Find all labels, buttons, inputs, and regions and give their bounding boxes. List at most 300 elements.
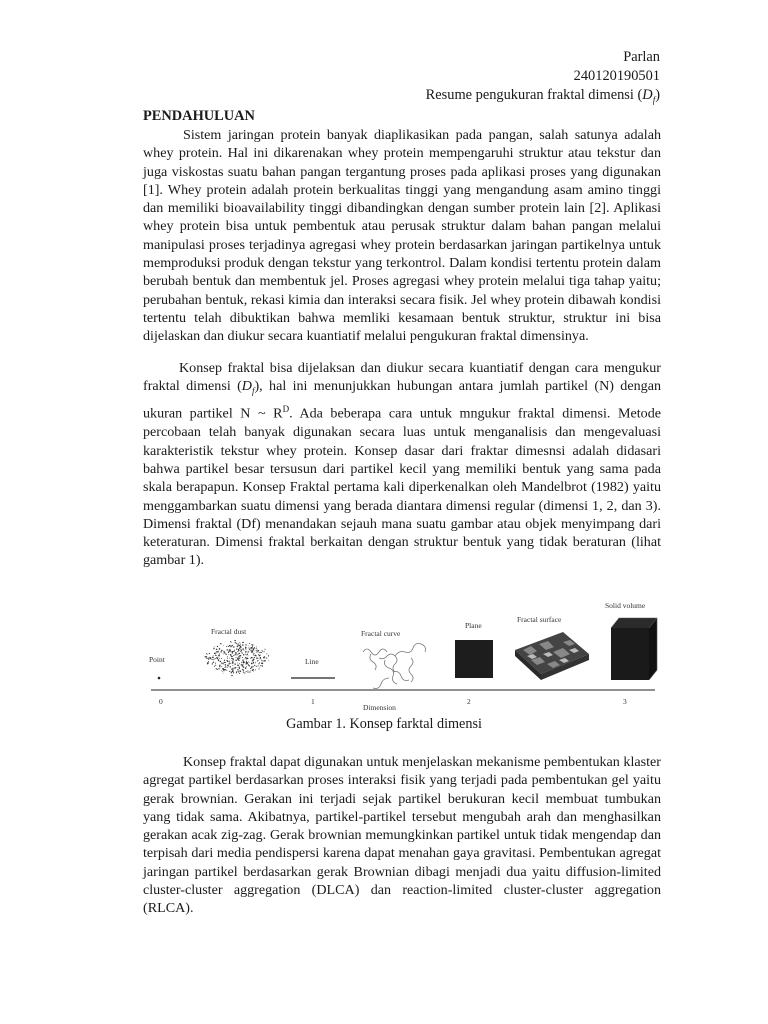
dust-particle — [224, 653, 225, 654]
dust-particle — [239, 653, 240, 654]
dust-particle — [252, 647, 253, 648]
dust-particle — [252, 657, 253, 658]
section-heading: PENDAHULUAN — [143, 108, 255, 124]
dust-particle — [250, 650, 251, 651]
dust-particle — [253, 662, 254, 663]
dust-particle — [219, 658, 220, 659]
dust-particle — [239, 642, 240, 643]
dust-particle — [225, 662, 226, 663]
dust-particle — [233, 668, 234, 669]
label-point: Point — [149, 655, 165, 664]
dust-particle — [243, 642, 244, 643]
dust-particle — [223, 645, 224, 646]
dust-particle — [212, 663, 213, 664]
dust-particle — [248, 664, 249, 665]
dust-particle — [251, 652, 252, 653]
dust-particle — [208, 658, 209, 659]
dust-particle — [239, 663, 240, 664]
dust-particle — [210, 658, 211, 659]
dust-particle — [246, 647, 247, 648]
dust-particle — [258, 653, 259, 654]
dust-particle — [237, 665, 238, 666]
paragraph-fractal-part-b: ), hal ini menunjukkan hubungan antara jumlah partikel (N) dengan ukuran partikel N ~ R — [143, 378, 661, 423]
dust-particle — [240, 646, 241, 647]
dust-particle — [231, 675, 232, 676]
dust-particle — [215, 665, 216, 666]
dust-particle — [256, 657, 257, 658]
dust-particle — [239, 648, 240, 649]
dust-particle — [263, 652, 264, 653]
dust-particle — [238, 658, 239, 659]
title-symbol: D — [642, 87, 653, 103]
dust-particle — [237, 669, 238, 670]
dust-particle — [232, 651, 233, 652]
dust-particle — [227, 667, 228, 668]
dust-particle — [227, 661, 228, 662]
dust-particle — [253, 671, 254, 672]
dust-particle — [225, 666, 226, 667]
dust-particle — [219, 655, 220, 656]
label-line: Line — [305, 657, 319, 666]
dust-particle — [262, 666, 263, 667]
dust-particle — [253, 649, 254, 650]
dust-particle — [253, 666, 254, 667]
dust-particle — [234, 640, 235, 641]
dust-particle — [254, 647, 255, 648]
solid-volume-cube — [611, 618, 657, 680]
dust-particle — [236, 660, 237, 661]
dust-particle — [228, 646, 229, 647]
dust-particle — [266, 658, 267, 659]
dust-particle — [237, 658, 238, 659]
dust-particle — [251, 644, 252, 645]
tick-2: 2 — [467, 697, 471, 706]
dust-particle — [246, 664, 247, 665]
tick-0: 0 — [159, 697, 163, 706]
dust-particle — [243, 670, 244, 671]
dust-particle — [216, 649, 217, 650]
dust-particle — [236, 649, 237, 650]
dust-particle — [243, 672, 244, 673]
dust-particle — [259, 652, 260, 653]
dust-particle — [214, 659, 215, 660]
dust-particle — [248, 651, 249, 652]
dust-particle — [225, 669, 226, 670]
dust-particle — [228, 663, 229, 664]
dust-particle — [218, 652, 219, 653]
dust-particle — [221, 670, 222, 671]
dust-particle — [232, 670, 233, 671]
dust-particle — [254, 657, 255, 658]
dust-particle — [264, 651, 265, 652]
figure-caption: Gambar 1. Konsep farktal dimensi — [286, 716, 482, 732]
dust-particle — [225, 654, 226, 655]
dust-particle — [212, 657, 213, 658]
dust-particle — [238, 653, 239, 654]
dust-particle — [240, 644, 241, 645]
dust-particle — [259, 667, 260, 668]
dust-particle — [239, 667, 240, 668]
dust-particle — [231, 672, 232, 673]
dust-particle — [215, 658, 216, 659]
dust-particle — [251, 648, 252, 649]
dust-particle — [252, 666, 253, 667]
dust-particle — [228, 652, 229, 653]
dust-particle — [209, 653, 210, 654]
dust-particle — [215, 646, 216, 647]
dust-particle — [255, 655, 256, 656]
dust-particle — [233, 655, 234, 656]
dust-particle — [250, 668, 251, 669]
dust-particle — [261, 650, 262, 651]
dust-particle — [227, 660, 228, 661]
dust-particle — [241, 662, 242, 663]
dust-particle — [236, 671, 237, 672]
tick-1: 1 — [311, 697, 315, 706]
dust-particle — [266, 653, 267, 654]
student-id: 240120190501 — [573, 68, 660, 84]
dust-particle — [248, 661, 249, 662]
dust-particle — [230, 641, 231, 642]
dust-particle — [238, 645, 239, 646]
dust-particle — [244, 650, 245, 651]
dust-particle — [255, 670, 256, 671]
title-prefix: Resume pengukuran fraktal dimensi ( — [425, 87, 643, 103]
dust-particle — [238, 672, 239, 673]
dust-particle — [231, 660, 232, 661]
dust-particle — [246, 649, 247, 650]
dust-particle — [254, 665, 255, 666]
dust-particle — [208, 661, 209, 662]
dust-particle — [243, 659, 244, 660]
dust-particle — [258, 660, 259, 661]
dust-particle — [233, 650, 234, 651]
dust-particle — [243, 666, 244, 667]
dust-particle — [237, 662, 238, 663]
label-fractal-dust: Fractal dust — [211, 627, 247, 636]
dust-particle — [235, 652, 236, 653]
dust-particle — [229, 645, 230, 646]
dust-particle — [250, 648, 251, 649]
dust-particle — [238, 654, 239, 655]
dust-particle — [249, 648, 250, 649]
dust-particle — [242, 664, 243, 665]
point-dot — [158, 677, 161, 680]
dust-particle — [253, 662, 254, 663]
dust-particle — [219, 648, 220, 649]
dust-particle — [237, 645, 238, 646]
dust-particle — [218, 651, 219, 652]
fractal-curve-shape — [363, 644, 426, 689]
dust-particle — [219, 665, 220, 666]
dust-particle — [215, 652, 216, 653]
dust-particle — [217, 646, 218, 647]
dust-particle — [232, 661, 233, 662]
document-header — [426, 48, 660, 110]
dust-particle — [205, 656, 206, 657]
dust-particle — [230, 649, 231, 650]
dust-particle — [236, 654, 237, 655]
dust-particle — [248, 656, 249, 657]
dust-particle — [234, 668, 235, 669]
dust-particle — [257, 665, 258, 666]
axis-title: Dimension — [363, 703, 396, 712]
dust-particle — [254, 653, 255, 654]
dust-particle — [213, 662, 214, 663]
dust-particle — [221, 662, 222, 663]
dust-particle — [247, 670, 248, 671]
dust-particle — [261, 660, 262, 661]
df-subscript: f — [251, 386, 255, 397]
dust-particle — [258, 663, 259, 664]
dust-particle — [230, 655, 231, 656]
dust-particle — [220, 651, 221, 652]
dust-particle — [228, 654, 229, 655]
dust-particle — [236, 672, 237, 673]
dust-particle — [223, 669, 224, 670]
dust-particle — [225, 664, 226, 665]
dust-particle — [239, 668, 240, 669]
dust-particle — [264, 657, 265, 658]
dust-particle — [232, 671, 233, 672]
document-title — [426, 86, 660, 110]
dust-particle — [215, 663, 216, 664]
dust-particle — [230, 666, 231, 667]
dust-particle — [260, 658, 261, 659]
dust-particle — [216, 669, 217, 670]
dust-particle — [263, 660, 264, 661]
dust-particle — [249, 671, 250, 672]
dust-particle — [256, 648, 257, 649]
dust-particle — [217, 657, 218, 658]
dust-particle — [237, 651, 238, 652]
dust-particle — [220, 643, 221, 644]
dust-particle — [242, 644, 243, 645]
dust-particle — [255, 662, 256, 663]
dust-particle — [232, 668, 233, 669]
dust-particle — [264, 656, 265, 657]
fractal-surface-shape — [515, 632, 589, 680]
paragraph-intro-text: Sistem jaringan protein banyak diaplikasikan pada pangan, salah satunya adalah whey protein. Hal ini dikarenakan whey protein mempengaruhi struktur atau tekstur dan juga viskostas suatu bahan pangan tergantung proses pada aplikasi proses yang digunakan [1]. Whey protein adalah protein berkualitas tinggi yang mengandung asam amino tinggi dan memiliki bioavailability tinggi dibandingkan dengan sumber protein lain [2]. Aplikasi whey protein bisa untuk pembentuk atau perusak struktur dalam bahan pangan melalui manipulasi proses terjadinya agregasi whey protein berdasarkan jaringan partikelnya untuk memproduksi produk dengan tekstur yang terkontrol. Dalam kondisi tertentu protein dalam berubah bentuk dan membentuk jel. Proses agregasi whey protein melalui tiga tahap yaitu; perubahan bentuk, rekasi kimia dan interaksi secara fisik. Jel whey protein dibawah kondisi tertentu telah dibuktikan bahwa memliki kesamaan bentuk struktur, struktur ini bisa dijelaskan dan diukur secara kuantiatif melalui pengukuran fraktal dimensinya. — [143, 127, 661, 345]
dust-particle — [207, 662, 208, 663]
dust-particle — [248, 645, 249, 646]
dust-particle — [238, 665, 239, 666]
paragraph-intro — [143, 126, 661, 346]
dust-particle — [227, 658, 228, 659]
dust-particle — [247, 662, 248, 663]
dust-particle — [206, 653, 207, 654]
dust-particle — [207, 663, 208, 664]
dust-particle — [256, 652, 257, 653]
dust-particle — [246, 658, 247, 659]
paragraph-brownian — [143, 753, 661, 918]
dust-particle — [246, 671, 247, 672]
dust-particle — [264, 660, 265, 661]
dust-particle — [217, 669, 218, 670]
dust-particle — [260, 665, 261, 666]
dust-particle — [227, 656, 228, 657]
dust-particle — [211, 659, 212, 660]
dust-particle — [237, 654, 238, 655]
dust-particle — [216, 651, 217, 652]
dust-particle — [206, 656, 207, 657]
dust-particle — [236, 657, 237, 658]
dust-particle — [235, 642, 236, 643]
dust-particle — [246, 666, 247, 667]
dust-particle — [247, 653, 248, 654]
dust-particle — [239, 673, 240, 674]
dust-particle — [226, 670, 227, 671]
df-symbol: D — [241, 378, 252, 395]
dust-particle — [237, 643, 238, 644]
dust-particle — [243, 669, 244, 670]
dust-particle — [226, 646, 227, 647]
dust-particle — [256, 666, 257, 667]
dust-particle — [242, 664, 243, 665]
dust-particle — [244, 672, 245, 673]
dust-particle — [250, 651, 251, 652]
dust-particle — [245, 644, 246, 645]
dust-particle — [257, 651, 258, 652]
dust-particle — [257, 649, 258, 650]
dust-particle — [230, 663, 231, 664]
dust-particle — [224, 660, 225, 661]
dust-particle — [246, 663, 247, 664]
dust-particle — [219, 653, 220, 654]
dust-particle — [239, 645, 240, 646]
dust-particle — [249, 662, 250, 663]
dust-particle — [261, 660, 262, 661]
dust-particle — [218, 659, 219, 660]
dust-particle — [220, 661, 221, 662]
label-plane: Plane — [465, 621, 482, 630]
dust-particle — [268, 660, 269, 661]
dust-particle — [257, 660, 258, 661]
dust-particle — [238, 656, 239, 657]
dust-particle — [227, 665, 228, 666]
dust-particle — [245, 657, 246, 658]
dust-particle — [234, 667, 235, 668]
label-solid-volume: Solid volume — [605, 601, 646, 610]
dust-particle — [238, 649, 239, 650]
dust-particle — [229, 658, 230, 659]
dust-particle — [240, 649, 241, 650]
dust-particle — [232, 662, 233, 663]
label-fractal-curve: Fractal curve — [361, 629, 401, 638]
fractal-dust-cloud — [205, 640, 270, 676]
label-fractal-surface: Fractal surface — [517, 615, 562, 624]
dust-particle — [238, 659, 239, 660]
dust-particle — [221, 658, 222, 659]
dust-particle — [229, 662, 230, 663]
dust-particle — [249, 643, 250, 644]
dust-particle — [221, 666, 222, 667]
dust-particle — [245, 652, 246, 653]
plane-square — [455, 640, 493, 678]
dust-particle — [220, 666, 221, 667]
dust-particle — [238, 667, 239, 668]
dust-particle — [240, 651, 241, 652]
dust-particle — [243, 662, 244, 663]
dust-particle — [231, 658, 232, 659]
d-superscript: D — [282, 404, 290, 415]
dust-particle — [251, 657, 252, 658]
dust-particle — [263, 657, 264, 658]
dust-particle — [254, 655, 255, 656]
dust-particle — [222, 668, 223, 669]
dust-particle — [246, 661, 247, 662]
dust-particle — [258, 654, 259, 655]
dust-particle — [238, 671, 239, 672]
dust-particle — [213, 659, 214, 660]
dust-particle — [262, 663, 263, 664]
dust-particle — [243, 654, 245, 656]
dust-particle — [233, 673, 234, 674]
dust-particle — [233, 659, 234, 660]
dust-particle — [234, 661, 235, 662]
dust-particle — [218, 668, 219, 669]
title-subscript: f — [652, 94, 656, 105]
dust-particle — [229, 661, 230, 662]
dust-particle — [213, 648, 214, 649]
dust-particle — [242, 657, 243, 658]
dust-particle — [215, 655, 216, 656]
dust-particle — [256, 650, 257, 651]
dust-particle — [241, 652, 242, 653]
dust-particle — [245, 651, 246, 652]
dust-particle — [239, 655, 240, 656]
paragraph-fractal-concept — [143, 359, 661, 570]
dust-particle — [214, 653, 215, 654]
dust-particle — [252, 670, 253, 671]
dust-particle — [215, 662, 216, 663]
title-suffix: ) — [655, 87, 660, 103]
fractal-dimension-figure — [143, 598, 663, 718]
dust-particle — [239, 670, 240, 671]
dust-particle — [239, 643, 240, 644]
dust-particle — [236, 643, 237, 644]
dust-particle — [208, 662, 209, 663]
dust-particle — [224, 662, 225, 663]
dust-particle — [252, 650, 253, 651]
dust-particle — [251, 667, 252, 668]
dust-particle — [217, 658, 218, 659]
dust-particle — [231, 645, 232, 646]
author-name: Parlan — [623, 49, 660, 65]
dust-particle — [258, 668, 259, 669]
dust-particle — [247, 672, 248, 673]
dust-particle — [259, 662, 260, 663]
fractal-dimension-diagram — [143, 598, 663, 718]
dust-particle — [268, 655, 269, 656]
dust-particle — [234, 650, 235, 651]
dust-particle — [245, 658, 246, 659]
paragraph-fractal-part-c: . Ada beberapa cara untuk mngukur fraktal dimensi. Metode percobaan telah banyak digunakan secara luas untuk menganalisis dan mengevaluasi karakteristik tekstur whey protein. Konsep dasar dari fraktar dimesnsi adalah didasari bahwa partikel besar tersusun dari partikel kecil yang memiliki bentuk yang sama pada skala berapapun. Konsep Fraktal pertama kali diperkenalkan oleh Mandelbrot (1982) yaitu menggambarkan suatu dimensi yang berada diantara dimensi regular (dimensi 1, 2, dan 3). Dimensi fraktal (Df) menandakan sejauh mana suatu gambar atau objek menyimpang dari keteraturan. Dimensi fraktal berkaitan dengan struktur bentuk yang tidak beraturan (lihat gambar 1). — [143, 406, 662, 569]
dust-particle — [250, 670, 251, 671]
dust-particle — [230, 646, 231, 647]
dust-particle — [242, 648, 243, 649]
dust-particle — [250, 647, 251, 648]
dust-particle — [234, 663, 235, 664]
dust-particle — [227, 649, 228, 650]
dust-particle — [240, 657, 241, 658]
dust-particle — [245, 667, 246, 668]
tick-3: 3 — [623, 697, 627, 706]
dust-particle — [252, 644, 253, 645]
dust-particle — [214, 666, 215, 667]
dust-particle — [233, 646, 234, 647]
dust-particle — [223, 673, 224, 674]
